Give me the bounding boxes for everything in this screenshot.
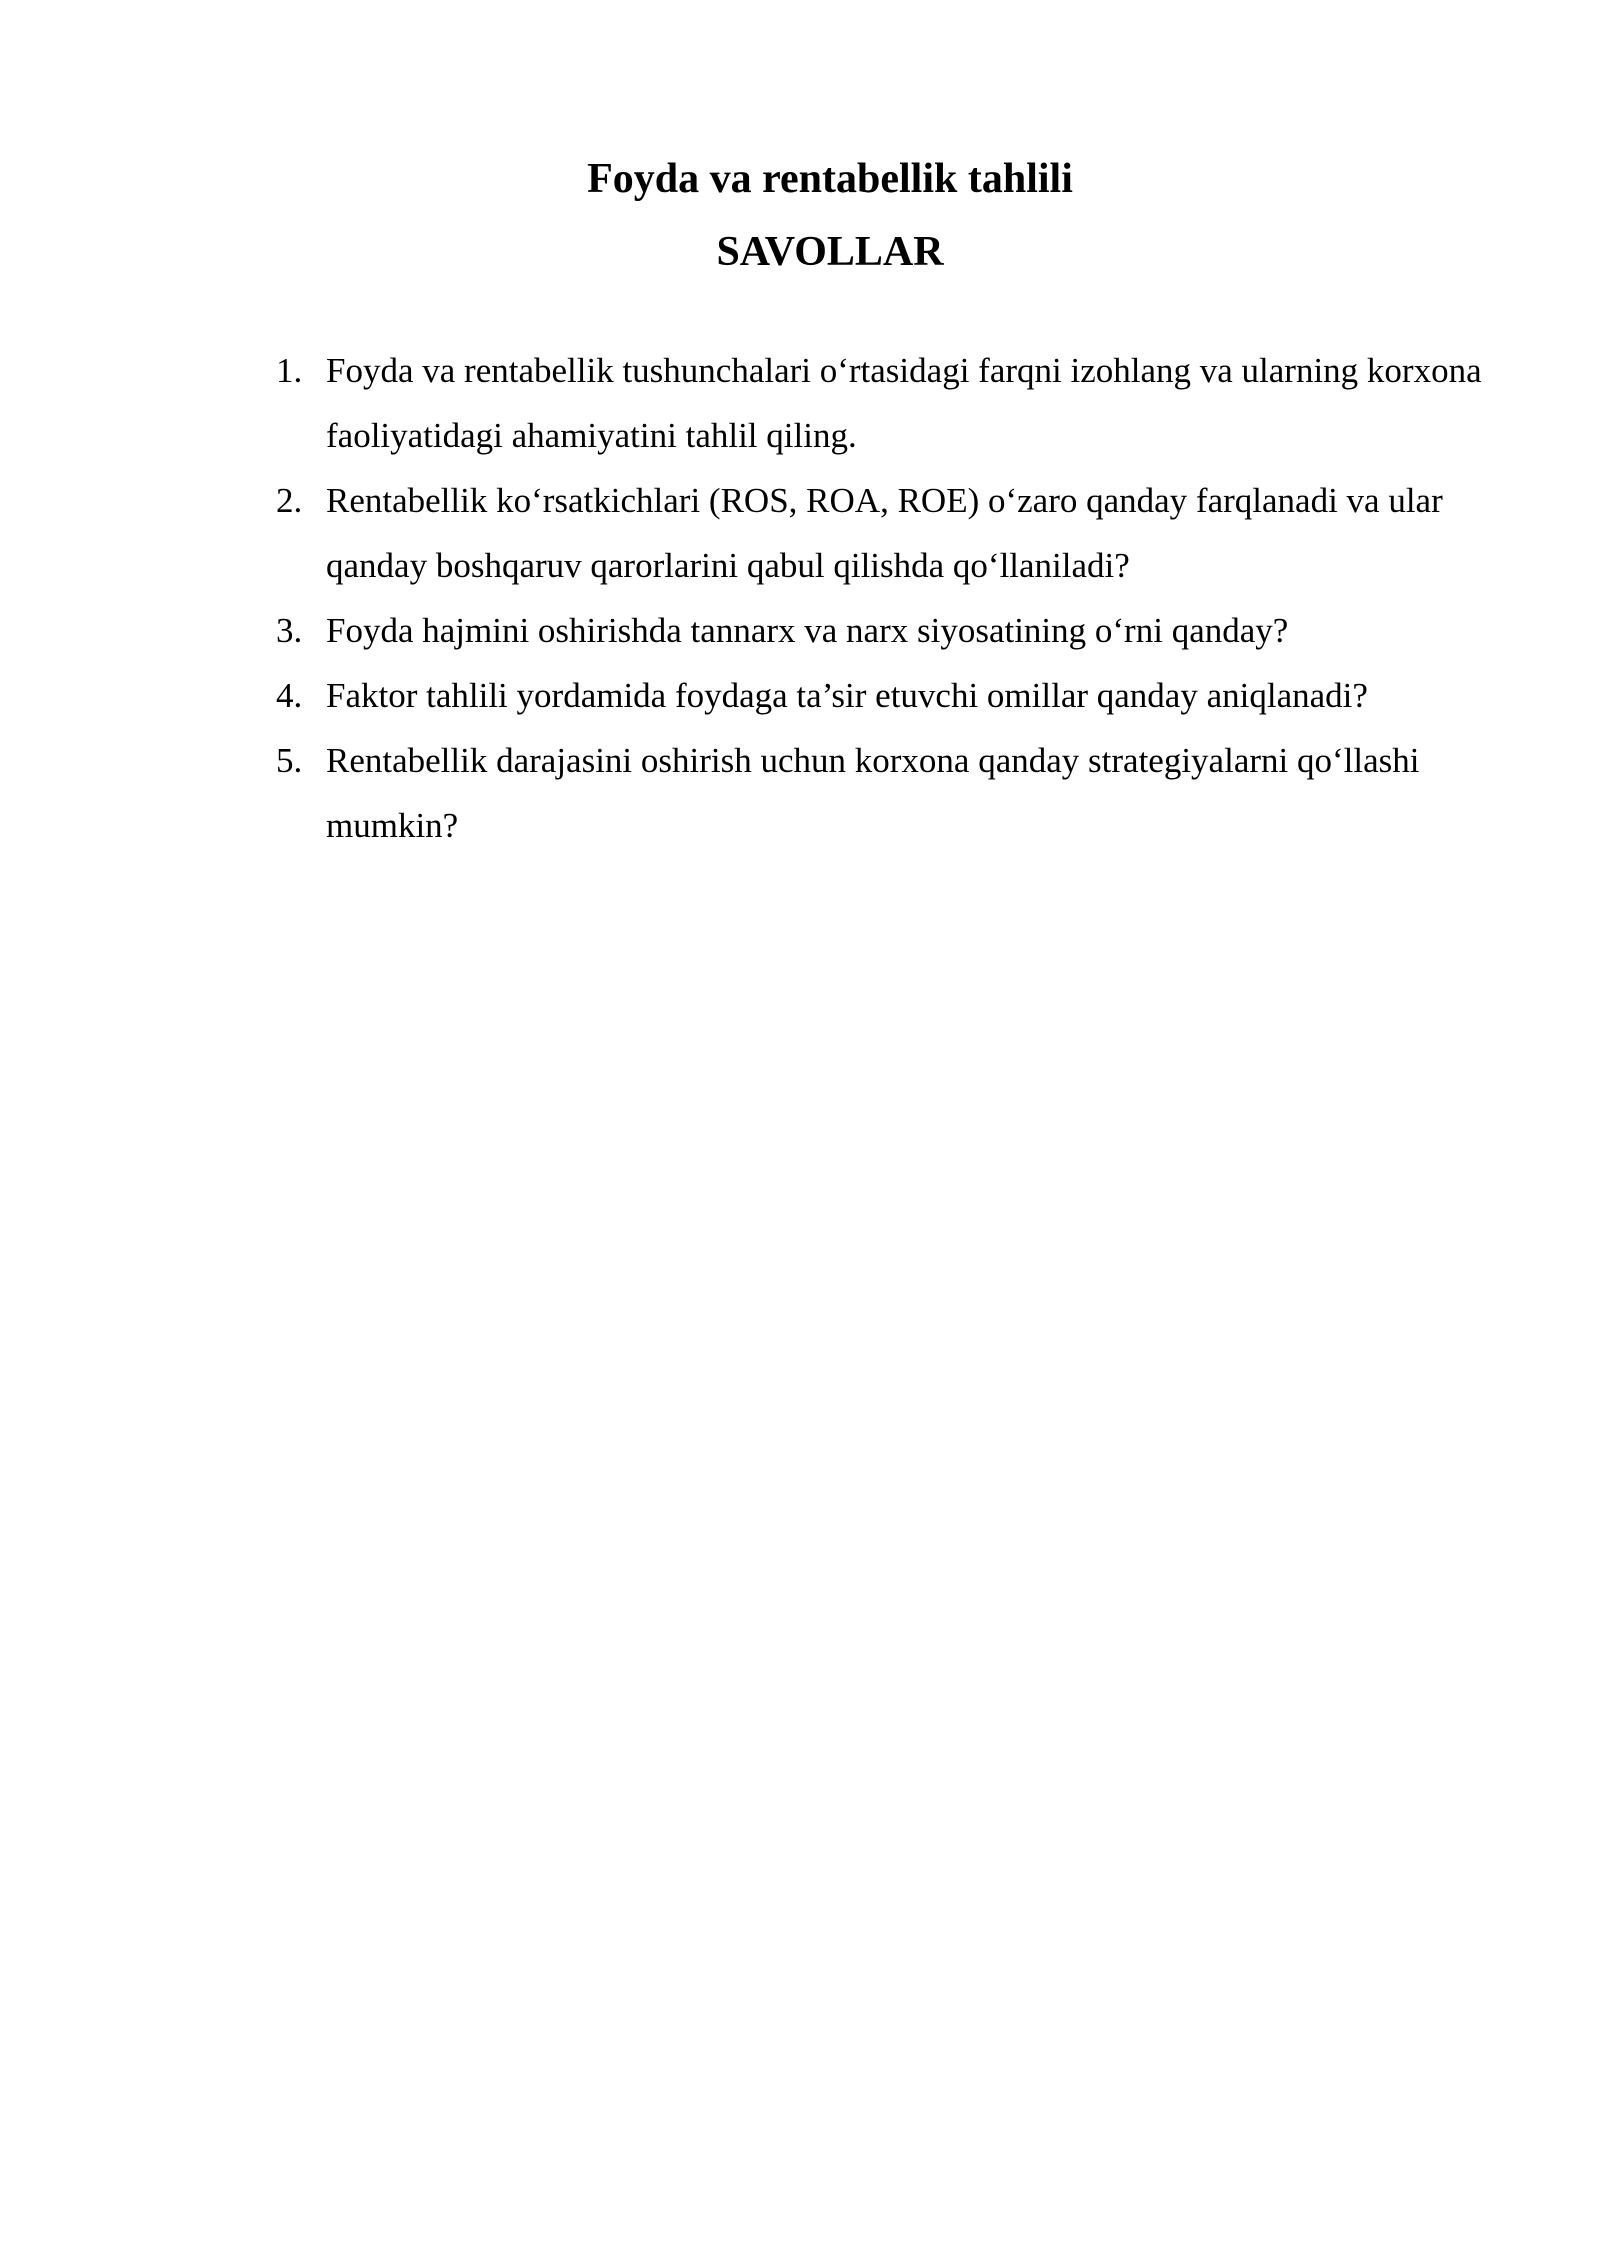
question-text: Foyda hajmini oshirishda tannarx va narx siyosatining o‘rni qanday? bbox=[326, 611, 1289, 650]
question-number: 1. bbox=[276, 351, 303, 390]
question-text: Rentabellik ko‘rsatkichlari (ROS, ROA, ROE) o‘zaro qanday farqlanadi va ular qanday boshqaruv qarorlarini qabul qilishda qo‘llaniladi? bbox=[326, 481, 1443, 585]
question-number: 5. bbox=[276, 741, 303, 780]
question-item bbox=[276, 338, 1486, 468]
question-text: Faktor tahlili yordamida foydaga ta’sir etuvchi omillar qanday aniqlanadi? bbox=[326, 676, 1368, 715]
question-number: 4. bbox=[276, 676, 303, 715]
question-number: 3. bbox=[276, 611, 303, 650]
question-item bbox=[276, 468, 1486, 598]
question-number: 2. bbox=[276, 481, 303, 520]
question-text: Foyda va rentabellik tushunchalari o‘rtasidagi farqni izohlang va ularning korxona faoliyatidagi ahamiyatini tahlil qiling. bbox=[326, 351, 1482, 455]
question-item bbox=[276, 728, 1486, 858]
question-item bbox=[276, 663, 1486, 728]
document-subtitle: SAVOLLAR bbox=[716, 229, 944, 275]
questions-list bbox=[276, 338, 1486, 858]
question-text: Rentabellik darajasini oshirish uchun korxona qanday strategiyalarni qo‘llashi mumkin? bbox=[326, 741, 1420, 845]
question-item bbox=[276, 598, 1486, 663]
document-title: Foyda va rentabellik tahlili bbox=[587, 156, 1073, 202]
